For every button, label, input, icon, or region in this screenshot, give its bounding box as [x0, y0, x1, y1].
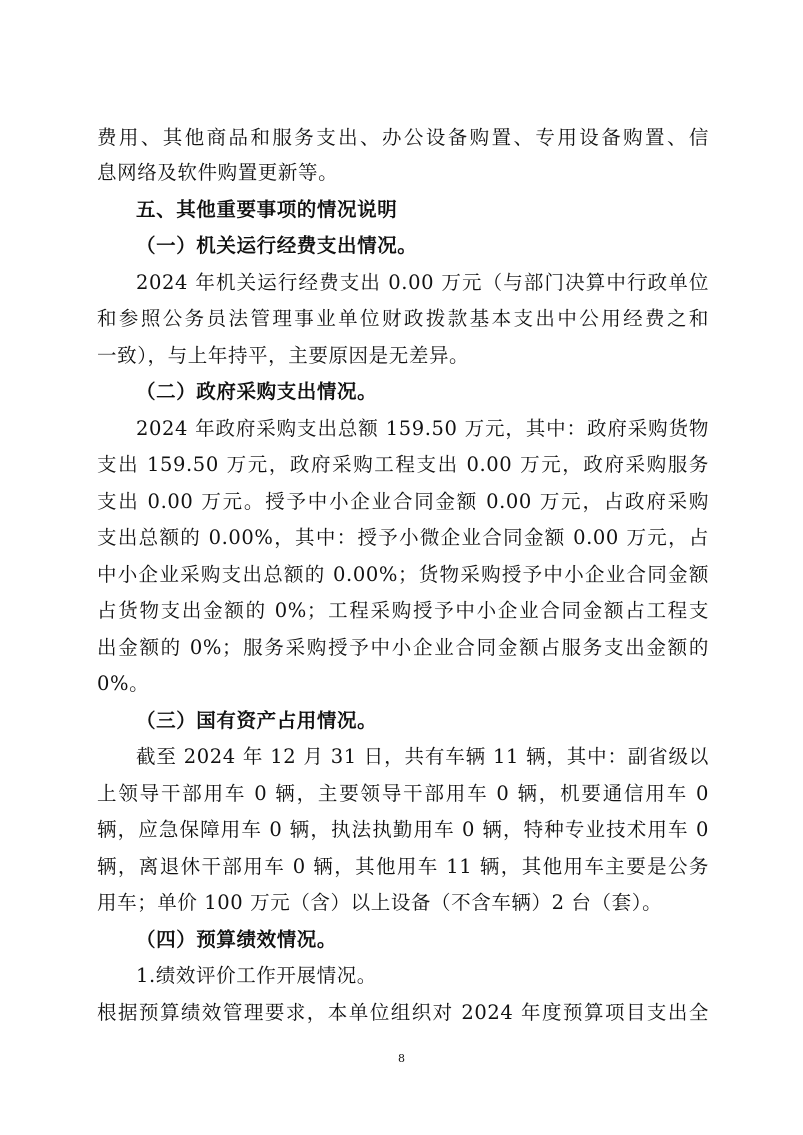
- body-text-line: 中小企业采购支出总额的 0.00%；货物采购授予中小企业合同金额: [97, 563, 709, 586]
- body-text-line: 支出总额的 0.00%，其中：授予小微企业合同金额 0.00 万元，占: [97, 526, 709, 549]
- body-text-line: 0%。: [97, 672, 150, 695]
- body-text-line: 根据预算绩效管理要求，本单位组织对 2024 年度预算项目支出全: [97, 1001, 709, 1024]
- body-text-line: 出金额的 0%；服务采购授予中小企业合同金额占服务支出金额的: [97, 636, 709, 659]
- body-text-line: 和参照公务员法管理事业单位财政拨款基本支出中公用经费之和: [97, 307, 709, 330]
- body-text-line: 截至 2024 年 12 月 31 日，共有车辆 11 辆，其中：副省级以: [136, 745, 709, 768]
- subsection-heading: （一）机关运行经费支出情况。: [136, 234, 418, 257]
- section-heading: 五、其他重要事项的情况说明: [136, 198, 398, 221]
- body-text-line: 一致），与上年持平，主要原因是无差异。: [97, 344, 470, 367]
- body-text-line: 用车；单价 100 万元（含）以上设备（不含车辆）2 台（套）。: [97, 891, 663, 914]
- body-text-line: 辆，离退休干部用车 0 辆，其他用车 11 辆，其他用车主要是公务: [97, 855, 709, 878]
- body-text-line: 支出 0.00 万元。授予中小企业合同金额 0.00 万元，占政府采购: [97, 490, 709, 513]
- page-number: 8: [398, 1052, 405, 1065]
- body-text-line: 辆，应急保障用车 0 辆，执法执勤用车 0 辆，特种专业技术用车 0: [97, 818, 709, 841]
- subsection-heading: （三）国有资产占用情况。: [136, 709, 378, 732]
- numbered-item-heading: 1.绩效评价工作开展情况。: [136, 964, 377, 987]
- body-text-line: 支出 159.50 万元，政府采购工程支出 0.00 万元，政府采购服务: [97, 453, 709, 476]
- subsection-heading: （四）预算绩效情况。: [136, 928, 338, 951]
- body-text-line: 费用、其他商品和服务支出、办公设备购置、专用设备购置、信: [97, 126, 709, 149]
- body-text-line: 上领导干部用车 0 辆，主要领导干部用车 0 辆，机要通信用车 0: [97, 782, 709, 805]
- body-text-line: 息网络及软件购置更新等。: [97, 161, 339, 184]
- body-text-line: 占货物支出金额的 0%；工程采购授予中小企业合同金额占工程支: [97, 599, 709, 622]
- body-text-line: 2024 年机关运行经费支出 0.00 万元（与部门决算中行政单位: [136, 271, 709, 294]
- body-text-line: 2024 年政府采购支出总额 159.50 万元，其中：政府采购货物: [136, 417, 709, 440]
- subsection-heading: （二）政府采购支出情况。: [136, 380, 378, 403]
